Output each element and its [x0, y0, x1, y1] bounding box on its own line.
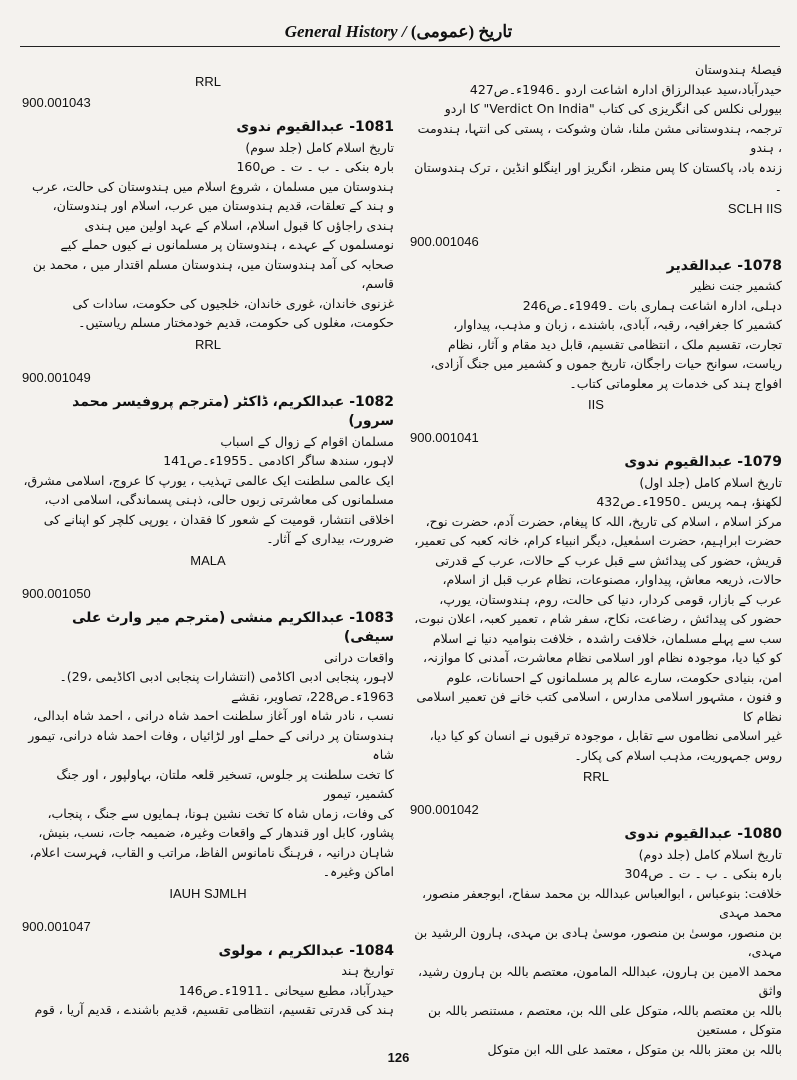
entry-line: کشمیر کا جغرافیہ، رقبہ، آبادی، باشندے ، زبان و مذہب، پیداوار،: [453, 317, 782, 332]
entry-line: باللہ بن معتصم باللہ، متوکل علی اللہ بن، معتصم ، مستنصر باللہ بن متوکل ، مستعین: [428, 1002, 782, 1037]
entry-imprint: دہلی، ادارہ اشاعت ہماری بات ۔1949ء۔ص246: [522, 297, 782, 313]
entry-line: و ہند کے تعلقات، قدیم ہندوستان میں عرب، اسلام اور ہندوستان،: [52, 198, 394, 213]
library-code: RRL: [582, 769, 609, 784]
library-code: IAUH SJMLH: [169, 885, 247, 901]
entry-subtitle: مسلمان اقوام کے زوال کے اسباب: [220, 433, 394, 449]
header-title-ur: تاریخ (عمومی): [410, 22, 513, 41]
entry-subtitle: واقعات درانی: [323, 649, 394, 665]
entry-subtitle: تاریخ اسلام کامل (جلد سوم): [245, 139, 394, 155]
entry-line: فیصلۂ ہندوستان: [695, 62, 782, 77]
entry-1081: [22, 95, 394, 352]
entry-1079: [410, 430, 782, 784]
entry-line: بن منصور، موسیٰ بن منصور، موسیٰ ہادی بن مہدی، ہارون الرشید بن مہدی،: [414, 924, 782, 959]
entry-line: حضرت ابراہیم، حضرت اسمٰعیل، دیگر انبیاء کرام، خانہ کعبہ کی تعمیر،: [414, 533, 782, 548]
entry-imprint: لاہور، پنجابی ادبی اکاڈمی (انتشارات پنجابی ادبی اکاڈیمی ،29)۔: [59, 669, 394, 684]
entry-imprint: حیدرآباد، مطبع سیحانی ۔1911ء۔ص146: [178, 982, 394, 998]
library-code: RRL: [194, 74, 221, 89]
entry-subtitle: تاریخ اسلام کامل (جلد اول): [639, 474, 782, 490]
entry-1080: [410, 802, 782, 1059]
entry-body: [410, 257, 782, 394]
entry-imprint: لکھنؤ، ہمہ پریس ۔1950ء۔ص432: [596, 494, 782, 509]
library-code: MALA: [190, 552, 226, 568]
entry-line: زندہ باد، پاکستان کا پس منظر، انگریز اور اینگلو انڈین ، ترک ہندوستان ۔: [414, 159, 782, 194]
entry-line: حضور کی پیدائش ، رضاعت، نکاح، سفر شام ، تعمیر کعبہ، اعلان نبوت،: [414, 611, 782, 626]
entry-1082: [22, 370, 394, 568]
entry-title: 1084- عبدالکریم ، مولوی: [218, 942, 394, 959]
entry-imprint-2: 1963ء۔ص228، تصاویر، نقشے: [231, 688, 394, 704]
entry-line: سب سے پہلے مسلمان، خلافت راشدہ ، خلافت بنوامیہ دنیا نے اسلام: [432, 630, 782, 646]
library-code: RRL: [194, 336, 221, 352]
entry-line: غیر اسلامی نظاموں سے تقابل ، موجودہ ترقیوں نے انسان کو کیا دیا،: [429, 728, 782, 743]
entry-title: 1080- عبدالقیوم ندوی: [624, 826, 782, 842]
header-title-en: General History /: [284, 22, 407, 41]
entry-body: [410, 453, 782, 765]
entry-title: 1081- عبدالقیوم ندوی: [236, 119, 394, 135]
entry-imprint: لاہور، سندھ ساگر اکادمی ۔1955ء۔ص141: [163, 453, 394, 468]
entry-line: ہندوستان پر درانی کے حملے اور لڑائیاں ، وفات احمد شاہ درانی، تیمور شاہ: [28, 727, 394, 762]
entry-line: افواج ہند کی خدمات پر معلوماتی کتاب۔: [569, 375, 782, 391]
entry-line: حالات، ذریعہ معاش، پیداوار، مصنوعات، نظام عرب قبل از اسلام،: [442, 572, 782, 587]
entry-body: [22, 609, 394, 882]
entry-line: کو کیا دیا، موجودہ نظام اور اسلامی نظام معاشرت، آمدنی کا موازنہ،: [423, 650, 782, 665]
entry-line: باللہ بن معتز باللہ بن متوکل ، معتمد علی اللہ ابن متوکل: [487, 1041, 782, 1057]
entry-subtitle: تاریخ اسلام کامل (جلد دوم): [638, 846, 782, 862]
library-code: SCLH IIS: [727, 200, 782, 216]
accession-number: 900.001041: [410, 430, 479, 445]
header-rule: [20, 46, 780, 47]
entry-title: 1078- عبدالقدیر: [666, 257, 782, 274]
entry-title: 1082- عبدالکریم، ڈاکٹر (مترجم پروفیسر محمد سرور): [72, 393, 394, 429]
entry-line: و فنون ، مشہور اسلامی مدارس ، اسلامی کتب خانے فن تعمیر اسلامی نظام کا: [416, 689, 782, 724]
entry-line: حیدرآباد،سید عبدالرزاق ادارہ اشاعت اردو ۔1946ء۔ص427: [469, 81, 782, 97]
entry-line: مرکز اسلام ، اسلام کی تاریخ، اللہ کا پیغام، حضرت آدم، حضرت نوح،: [425, 513, 782, 529]
page-header: [0, 22, 797, 42]
entry-imprint: بارہ بنکی ۔ ب ۔ ت ۔ ص304: [624, 866, 782, 881]
entry-line: ہندی راجاؤں کا قبول اسلام، اسلام کے عہد اولین میں ہندی: [84, 217, 394, 233]
entry-body: [410, 825, 782, 1059]
entry-line: اخلاقی انتشار، قومیت کے شعور کا فقدان ، یورپی کلچر کو اپنانے کی: [43, 511, 394, 527]
right-column: [410, 60, 782, 1060]
entry-line: عرب کے بازار، قومی کردار، دنیا کی حالت، روم، ہندوستان، یورپ،: [439, 591, 782, 607]
entry-line: کا تخت سلطنت پر جلوس، تسخیر قلعہ ملتان، بہاولپور ، اور جنگ کشمیر، تیمور: [56, 766, 394, 801]
entry-line: محمد الامین بن ہارون، عبداللہ المامون، معتصم باللہ بن ہارون رشید، واثق: [418, 963, 782, 998]
entry-line: امن، بنیادی حکومت، سارے عالم پر مسلمانوں کے احسانات، علوم: [446, 669, 782, 685]
entry-top-fragment: [410, 60, 782, 216]
entry-1084: [22, 919, 394, 1020]
entry-imprint: بارہ بنکی ۔ ب ۔ ت ۔ ص160: [236, 159, 394, 174]
entry-line: بیورلی نکلس کی انگریزی کی کتاب "Verdict On India" کا اردو: [444, 101, 782, 116]
entry-line: خلافت: بنوعباس ، ابوالعباس عبداللہ بن محمد سفاح، ابوجعفر منصور، محمد مہدی: [421, 885, 782, 920]
entry-line: حکومت، مغلوں کی حکومت، قدیم خودمختار مسلم ریاستیں۔: [78, 315, 394, 330]
entry-body: [410, 60, 782, 197]
entry-line: نومسلموں کے عہدے ، ہندوستان پر مسلمانوں نے کیوں حملے کیے: [60, 237, 394, 252]
entry-line: کی وفات، زماں شاہ کا تخت نشین ہونا، ہمایوں سے جنگ ، پنجاب،: [47, 805, 394, 821]
entry-1078: [410, 234, 782, 413]
entry-line: شاہان درانیہ ، فرہنگ نامانوس الفاظ، مراتب و القاب، فہرست اعلام،: [29, 844, 394, 860]
left-column: [22, 60, 394, 1060]
entry-title: 1079- عبدالقیوم ندوی: [624, 454, 782, 470]
entry-line: ہند کی قدرتی تقسیم، انتظامی تقسیم، قدیم باشندے ، قدیم آریا ، قوم: [34, 1002, 394, 1017]
entry-subtitle: کشمیر جنت نظیر: [690, 278, 782, 293]
entry-line: مسلمانوں کی معاشرتی زبوں حالی، ذہنی پسماندگی، اسلامی ادب،: [44, 492, 394, 507]
entry-line: ہندوستان میں مسلمان ، شروع اسلام میں ہندوستان کی حالت، عرب: [32, 178, 394, 194]
entry-body: [22, 942, 394, 1020]
entry-line: صحابہ کی آمد ہندوستان میں، ہندوستان مسلم اقتدار میں ، محمد بن قاسم،: [32, 256, 394, 291]
entry-line: ایک عالمی سلطنت ایک عالمی تہذیب ، یورپ کا عروج، اسلامی مشرق،: [23, 472, 394, 488]
accession-number: 900.001049: [22, 369, 91, 385]
accession-number: 900.001043: [22, 95, 91, 110]
accession-number: 900.001047: [22, 918, 91, 934]
entry-line: ریاست، سوانح حیات راجگان، تاریخ جموں و کشمیر میں جنگ آزادی،: [430, 356, 782, 371]
entry-line: غزنوی خاندان، غوری خاندان، خلجیوں کی حکومت، سادات کی: [72, 295, 394, 311]
entry-subtitle: تواریخ ہند: [341, 963, 394, 978]
entry-1083: [22, 586, 394, 901]
entry-line: اماکن وغیرہ۔: [322, 864, 394, 879]
entry-title: 1083- عبدالکریم منشی (مترجم میر وارث علی سیفی): [71, 609, 394, 645]
entry-line: روس جمہوریت، مذہب اسلام کی پکار۔: [574, 747, 782, 763]
entry-line: نسب ، نادر شاہ اور آغاز سلطنت احمد شاہ درانی ، احمد شاہ ابدالی،: [33, 708, 394, 723]
entry-line: پشاور، کابل اور قندھار کے واقعات وغیرہ، ضمیمہ جات، نسب، بنیش،: [38, 825, 394, 840]
accession-number: 900.001046: [410, 233, 479, 249]
accession-number: 900.001050: [22, 585, 91, 601]
entry-line: تجارت، تقسیم ملک ، انتظامی تقسیم، قابل دید مقام و آثار، نظام: [447, 336, 782, 352]
library-code: IIS: [588, 397, 604, 412]
entry-line: قریش، حضور کی پیدائش سے قبل عرب کے حالات، عرب کے قدرتی: [435, 552, 782, 568]
entry-body: [22, 118, 394, 333]
accession-number: 900.001042: [410, 802, 479, 817]
entry-body: [22, 393, 394, 549]
entry-line: ضرورت، بیداری کے آثار۔: [266, 531, 394, 546]
entry-line: ترجمہ، ہندوستانی مشن ملنا، شان وشوکت ، پستی کی انتہا، ہندومت ، ہندو: [417, 120, 782, 155]
page-number: 126: [387, 1050, 410, 1065]
